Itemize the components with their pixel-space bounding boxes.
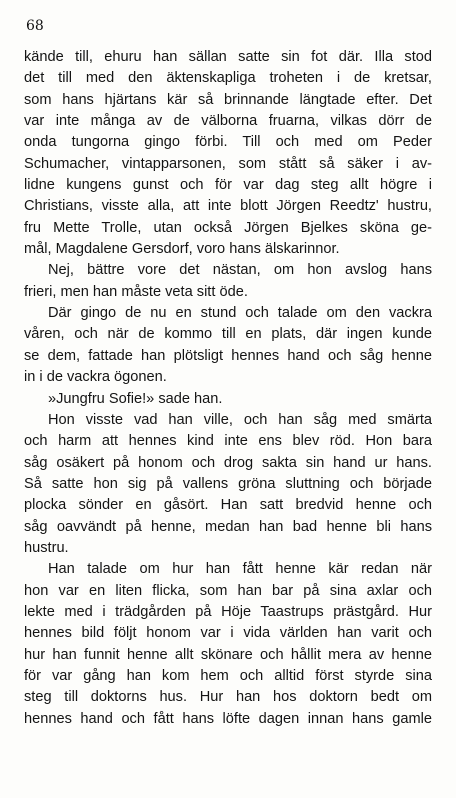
text-line: steg till doktorns hus. Hur han hos doktorn bedt om — [24, 689, 432, 706]
text-line: hur han funnit henne allt skönare och hållit mera av henne — [24, 646, 432, 663]
text-line: och harm att hennes kind inte ens blev röd. Hon bara — [24, 433, 432, 450]
text-line: lidne kungens gunst och för var dag steg allt högre i — [24, 177, 432, 194]
text-line: onda tungorna gingo förbi. Till och med om Peder — [24, 134, 432, 151]
text-line: Nej, bättre vore det nästan, om hon avslog hans — [48, 262, 432, 279]
text-line: Hon visste vad han ville, och han såg med smärta — [48, 411, 432, 428]
text-line: hennes hand och fått hans löfte dagen innan hans gamle — [24, 710, 432, 727]
text-line: såg osäkert på honom och drog sakta sin hand ur hans. — [24, 454, 432, 471]
text-line: »Jungfru Sofie!» sade han. — [48, 390, 223, 407]
text-line: se dem, fattade han plötsligt hennes hand och såg henne — [24, 347, 432, 364]
text-line: Där gingo de nu en stund och talade om den vackra — [48, 305, 432, 322]
text-line: Schumacher, vintapparsonen, som stått så säker i av- — [24, 155, 432, 172]
text-line: fru Mette Trolle, utan också Jörgen Bjelkes sköna ge- — [24, 219, 432, 236]
text-line: Han talade om hur han fått henne kär redan när — [48, 561, 432, 578]
text-line: in i de vackra ögonen. — [24, 369, 167, 386]
text-line: våren, och när de kommo till en plats, där ingen kunde — [24, 326, 432, 343]
text-line: lekte med i trädgården på Höje Taastrups prästgård. Hur — [24, 603, 432, 620]
body-text — [24, 47, 432, 730]
text-line: frieri, men han måste veta sitt öde. — [24, 283, 248, 300]
text-line: som hans hjärtans kär så brinnande längtade efter. Det — [24, 91, 432, 108]
text-line: hustru. — [24, 539, 69, 556]
text-line: hennes bild följt honom var i vida världen han varit och — [24, 625, 432, 642]
text-line: mål, Magdalene Gersdorf, voro hans älskarinnor. — [24, 241, 340, 258]
text-line: plocka sönder en gåsört. Han satt bredvid henne och — [24, 497, 432, 514]
text-line: var inte många av de välborna fruarna, vilkas dörr de — [24, 113, 432, 130]
text-line: såg oavvändt på henne, medan han bad henne bli hans — [24, 518, 432, 535]
text-line: Så satte hon sig på vallens gröna sluttning och började — [24, 475, 432, 492]
text-line: för var gång han kom hem och alltid först styrde sina — [24, 667, 432, 684]
text-line: Christians, visste alla, att inte blott Jörgen Reedtz' hustru, — [24, 198, 432, 215]
text-line: kände till, ehuru han sällan satte sin fot där. Illa stod — [24, 49, 432, 65]
text-line: det till med den äktenskapliga troheten i de kretsar, — [24, 70, 432, 87]
text-line: hon var en liten flicka, som han bar på sina axlar och — [24, 582, 432, 599]
page-number: 68 — [26, 18, 44, 34]
